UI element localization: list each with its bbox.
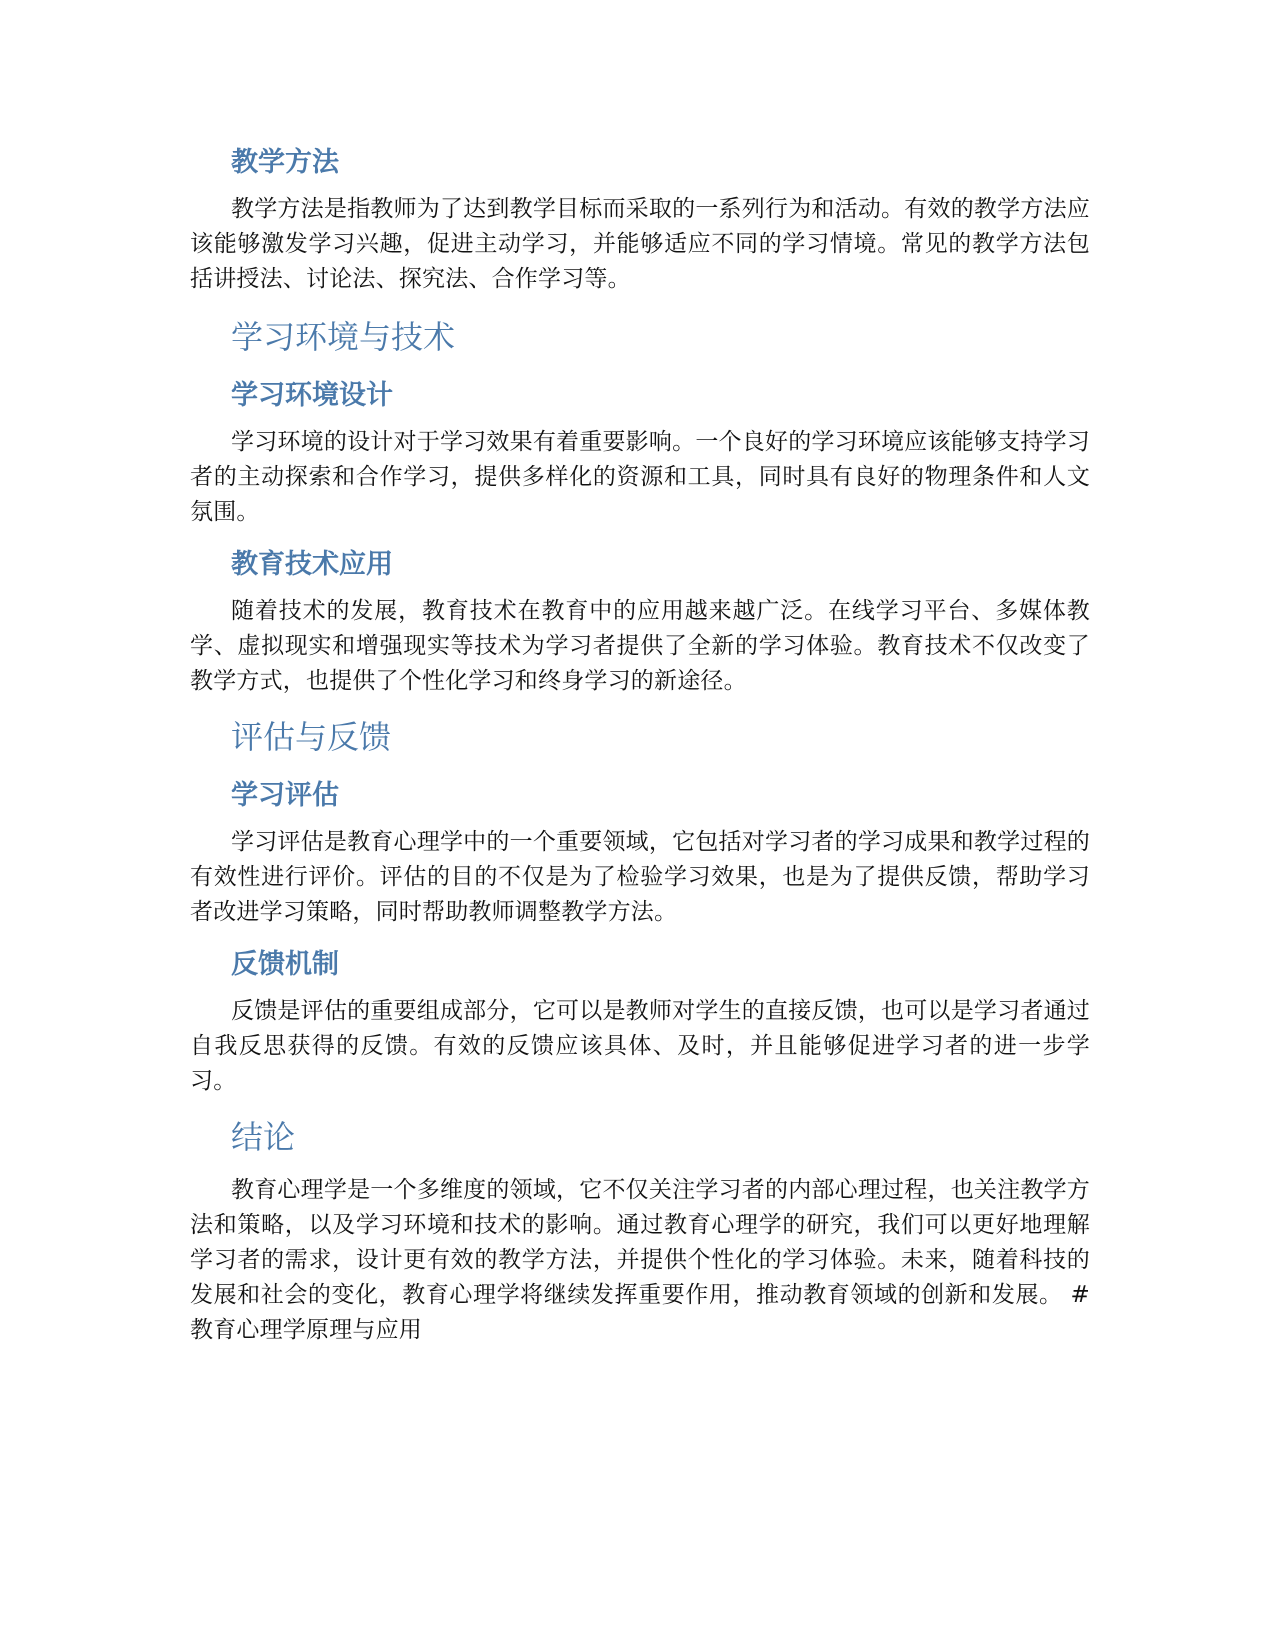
heading-learning-assessment: 学习评估 (231, 780, 339, 811)
paragraph-conclusion: 教育心理学是一个多维度的领域，它不仅关注学习者的内部心理过程，也关注教学方法和策略，以及学习环境和技术的影响。通过教育心理学的研究，我们可以更好地理解学习者的需求，设计更有效的教学方法，并提供个性化的学习体验。未来，随着科技的发展和社会的变化，教育心理学将继续发挥重要作用，推动教育领域的创新和发展。 # 教育心理学原理与应用 (190, 1177, 1090, 1343)
paragraph-feedback-mechanism: 反馈是评估的重要组成部分，它可以是教师对学生的直接反馈，也可以是学习者通过自我反思获得的反馈。有效的反馈应该具体、及时，并且能够促进学习者的进一步学习。 (190, 998, 1090, 1094)
heading-teaching-methods: 教学方法 (231, 147, 339, 178)
heading-conclusion: 结论 (231, 1118, 296, 1156)
paragraph-teaching-methods: 教学方法是指教师为了达到教学目标而采取的一系列行为和活动。有效的教学方法应该能够激发学习兴趣，促进主动学习，并能够适应不同的学习情境。常见的教学方法包括讲授法、讨论法、探究法、合作学习等。 (190, 196, 1090, 292)
heading-assessment-feedback: 评估与反馈 (231, 718, 392, 756)
heading-feedback-mechanism: 反馈机制 (231, 949, 339, 980)
heading-learning-environment-design: 学习环境设计 (231, 380, 393, 411)
paragraph-learning-environment-design: 学习环境的设计对于学习效果有着重要影响。一个良好的学习环境应该能够支持学习者的主动探索和合作学习，提供多样化的资源和工具，同时具有良好的物理条件和人文氛围。 (190, 429, 1090, 525)
paragraph-learning-assessment: 学习评估是教育心理学中的一个重要领域，它包括对学习者的学习成果和教学过程的有效性进行评价。评估的目的不仅是为了检验学习效果，也是为了提供反馈，帮助学习者改进学习策略，同时帮助教师调整教学方法。 (190, 829, 1090, 925)
paragraph-educational-technology: 随着技术的发展，教育技术在教育中的应用越来越广泛。在线学习平台、多媒体教学、虚拟现实和增强现实等技术为学习者提供了全新的学习体验。教育技术不仅改变了教学方式，也提供了个性化学习和终身学习的新途径。 (190, 598, 1090, 694)
heading-learning-environment-technology: 学习环境与技术 (231, 318, 456, 356)
document-page (190, 140, 1090, 1360)
heading-educational-technology: 教育技术应用 (231, 549, 393, 580)
